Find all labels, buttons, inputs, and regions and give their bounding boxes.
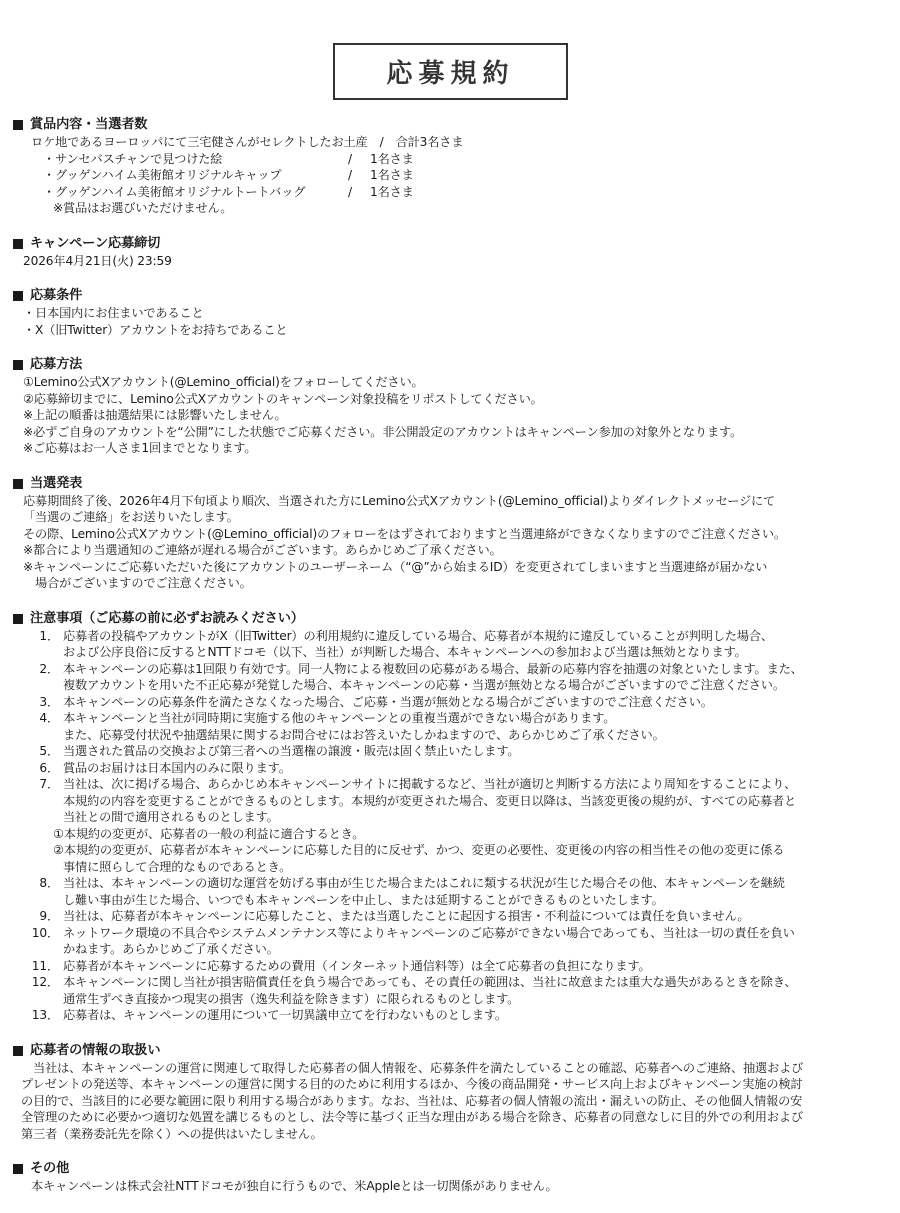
section-heading: 注意事項（ご応募の前に必ずお読みください） (30, 610, 304, 626)
method-line: ②応募締切までに、Lemino公式Xアカウントのキャンペーン対象投稿をリポストしてください。 (23, 391, 543, 406)
conditions-section (13, 287, 888, 338)
announcement-section (13, 475, 888, 592)
notice-item: 13． 応募者は、キャンペーンの運用について一切異議申立てを行わないものとします。 (31, 1008, 507, 1022)
page-title: 応募規約 (333, 43, 568, 100)
section-heading: キャンペーン応募締切 (30, 235, 161, 251)
method-section (13, 356, 888, 457)
deadline-value: 2026年4月21日(火) 23:59 (23, 253, 172, 268)
deadline-section (13, 235, 888, 270)
notice-item: 9． 当社は、応募者が本キャンペーンに応募したこと、または当選したことに起因する損害・不利益については責任を負いません。 (39, 909, 750, 923)
notice-subitem: ②本規約の変更が、応募者が本キャンペーンに応募した目的に反せず、かつ、変更の必要性、変更後の内容の相当性その他の変更に係る (53, 843, 785, 857)
method-line: ※上記の順番は抽選結果には影響いたしません。 (23, 408, 287, 422)
notice-continuation: 通常生ずべき直接かつ現実の損害（逸失利益を除きます）に限られるものとします。 (63, 991, 520, 1006)
square-bullet-icon (13, 120, 23, 130)
prize-item: ・サンセバスチャンで見つけた絵 / 1名さま (43, 151, 414, 166)
square-bullet-icon (13, 1164, 23, 1174)
notice-continuation: 当社との間で適用されるものとします。 (63, 810, 279, 824)
section-heading: 応募条件 (30, 288, 83, 303)
section-heading: 当選発表 (30, 475, 83, 491)
square-bullet-icon (13, 239, 23, 249)
notice-item: 10． ネットワーク環境の不具合やシステムメンテナンス等によりキャンペーンのご応募ができない場合であっても、当社は一切の責任を負い (31, 925, 795, 940)
notice-item: 1． 応募者の投稿やアカウントがX（旧Twitter）の利用規約に違反している場合、応募者が本規約に違反していることが判明した場合、 (39, 628, 773, 643)
section-heading: 応募者の情報の取扱い (30, 1042, 161, 1058)
square-bullet-icon (13, 1046, 23, 1056)
notice-subitem-continuation: 事情に照らして合理的なものであるとき。 (63, 859, 292, 874)
notice-continuation: および公序良俗に反するとNTTドコモ（以下、当社）が判断した場合、本キャンペーンへの参加および当選は無効となります。 (63, 645, 747, 659)
privacy-line: 全管理のために必要かつ適切な処置を講じるものとし、法令等に基づく正当な理由がある場合を除き、応募者の同意なしに目的外での利用および (21, 1110, 803, 1124)
condition-item: ・X（旧Twitter）アカウントをお持ちであること (23, 322, 288, 337)
privacy-line: 当社は、本キャンペーンの運営に関連して取得した応募者の個人情報を、応募条件を満たしていることの確認、応募者へのご連絡、抽選および (21, 1060, 804, 1075)
notice-item: 7． 当社は、次に掲げる場合、あらかじめ本キャンペーンサイトに掲載するなど、当社が適切と判断する方法により周知をすることにより、 (39, 777, 797, 791)
announcement-line: その際、Lemino公式Xアカウント(@Lemino_official)のフォローをはずされておりますと当選連絡ができなくなりますのでご注意ください。 (23, 526, 786, 541)
notice-item: 5． 当選された賞品の交換および第三者への当選権の譲渡・販売は固く禁止いたします。 (39, 744, 520, 758)
notice-item: 6． 賞品のお届けは日本国内のみに限ります。 (39, 760, 291, 775)
other-section (13, 1160, 888, 1195)
section-heading: 賞品内容・当選者数 (30, 117, 148, 132)
notices-section (13, 610, 888, 1024)
method-line: ※ご応募はお一人さま1回までとなります。 (23, 441, 257, 455)
notice-continuation: 複数アカウントを用いた不正応募が発覚した場合、本キャンペーンの応募・当選が無効となる場合がございますのでご注意ください。 (63, 678, 785, 692)
section-heading: 応募方法 (30, 357, 83, 372)
notice-subitem: ①本規約の変更が、応募者の一般の利益に適合するとき。 (53, 826, 365, 841)
announcement-line: 場合がございますのでご注意ください。 (23, 576, 252, 590)
method-line: ①Lemino公式Xアカウント(@Lemino_official)をフォローしてください。 (23, 375, 424, 389)
announcement-line: ※都合により当選通知のご連絡が遅れる場合がございます。あらかじめご了承ください。 (23, 543, 502, 557)
notice-continuation: かねます。あらかじめご了承ください。 (63, 942, 279, 956)
notice-item: 4． 本キャンペーンと当社が同時期に実施する他のキャンペーンとの重複当選ができない場合があります。 (39, 711, 616, 725)
prizes-section (13, 116, 888, 217)
privacy-line: 第三者（業務委託先を除く）への提供はいたしません。 (21, 1126, 323, 1141)
other-line: 本キャンペーンは株式会社NTTドコモが独自に行うもので、米Appleとは一切関係がありません。 (31, 1179, 558, 1193)
notice-item: 11． 応募者が本キャンペーンに応募するための費用（インターネット通信料等）は全て応募者の負担になります。 (31, 958, 651, 973)
square-bullet-icon (13, 360, 23, 370)
prize-item: ・グッゲンハイム美術館オリジナルトートバッグ / 1名さま (43, 184, 414, 199)
privacy-section (13, 1042, 888, 1143)
notice-item: 12． 本キャンペーンに関し当社が損害賠償責任を負う場合であっても、その責任の範囲は、当社に故意または重大な過失があるときを除き、 (31, 975, 797, 989)
square-bullet-icon (13, 479, 23, 489)
notice-continuation: 本規約の内容を変更することができるものとします。本規約が変更された場合、変更日以降は、当該変更後の規約が、すべての応募者と (63, 793, 797, 808)
notice-item: 3． 本キャンペーンの応募条件を満たさなくなった場合、ご応募・当選が無効となる場合がございますのでご注意ください。 (39, 694, 713, 709)
privacy-line: の目的で、当該目的に必要な範囲に限り利用する場合があります。なお、当社は、応募者の個人情報の流出・漏えいの防止、その他個人情報の安 (21, 1093, 803, 1108)
notice-item: 2． 本キャンペーンの応募は1回限り有効です。同一人物による複数回の応募がある場合、最新の応募内容を抽選の対象といたします。また、 (39, 661, 803, 676)
notice-item: 8． 当社は、本キャンペーンの適切な運営を妨げる事由が生じた場合またはこれに類する状況が生じた場合その他、本キャンペーンを継続 (39, 876, 785, 890)
announcement-line: ※キャンペーンにご応募いただいた後にアカウントのユーザーネーム（“@”から始まるID）を変更されてしまいますと当選連絡が届かない (23, 559, 768, 574)
square-bullet-icon (13, 614, 23, 624)
condition-item: ・日本国内にお住まいであること (23, 306, 204, 320)
method-line: ※必ずご自身のアカウントを“公開”にした状態でご応募ください。非公開設定のアカウントはキャンペーン参加の対象外となります。 (23, 424, 743, 439)
prize-item: ・グッゲンハイム美術館オリジナルキャップ / 1名さま (43, 168, 414, 182)
notice-continuation: し難い事由が生じた場合、いつでも本キャンペーンを中止し、または延期することができるものといたします。 (63, 892, 664, 907)
terms-content (13, 116, 888, 1213)
announcement-line: 「当選のご連絡」をお送りいたします。 (23, 510, 239, 524)
prizes-note: ※賞品はお選びいただけません。 (53, 201, 233, 215)
section-heading: その他 (30, 1161, 70, 1176)
square-bullet-icon (13, 291, 23, 301)
notice-continuation: また、応募受付状況や抽選結果に関するお問合せにはお答えいたしかねますので、あらかじめご了承ください。 (63, 727, 665, 742)
privacy-line: プレゼントの発送等、本キャンペーンの運営に関する目的のために利用するほか、今後の商品開発・サービス向上およびキャンペーン実施の検討 (21, 1077, 803, 1091)
announcement-line: 応募期間終了後、2026年4月下旬頃より順次、当選された方にLemino公式Xアカウント(@Lemino_official)よりダイレクトメッセージにて (23, 493, 776, 508)
prizes-intro: ロケ地であるヨーロッパにて三宅健さんがセレクトしたお土産 / 合計3名さま (31, 135, 464, 149)
